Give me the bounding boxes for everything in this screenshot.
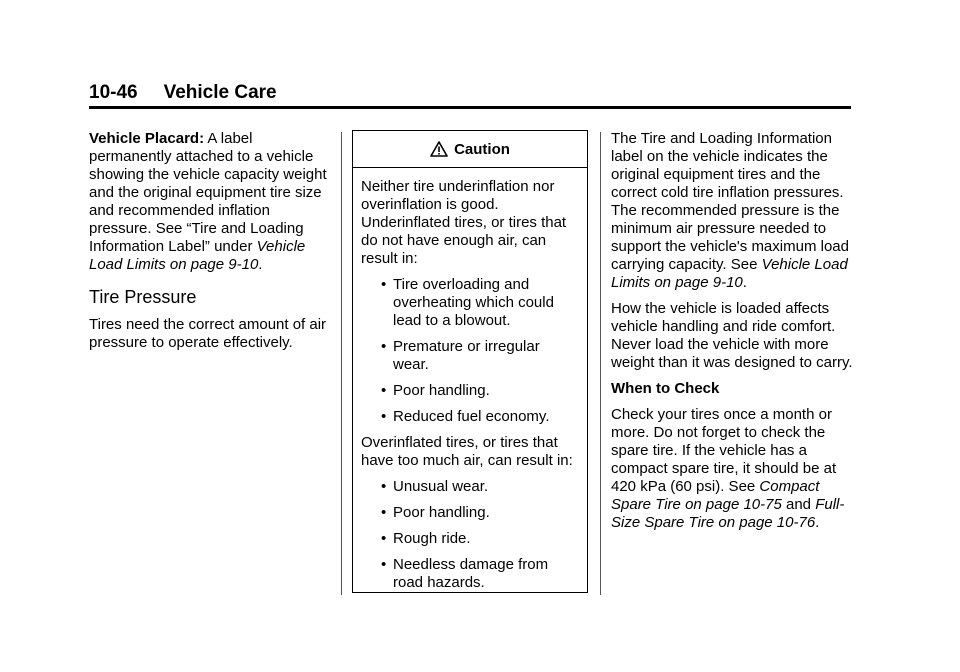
loading-label-paragraph — [611, 130, 857, 292]
when-to-check-heading: When to Check — [611, 380, 720, 397]
right-column — [611, 130, 857, 540]
paragraph-text: The Tire and Loading Information label on the vehicle indicates the original equipment tires and the correct cold tire inflation pressures. The recommended pressure is the minimum air pressure needed to support the vehicle's maximum load carrying capacity. See — [611, 130, 849, 273]
page-number: 10-46 — [89, 82, 138, 103]
caution-body — [353, 168, 587, 592]
column-divider-left — [341, 132, 342, 595]
list-item: • Premature or irregular wear. — [377, 338, 579, 374]
full-size-spare-link[interactable]: Full-Size Spare Tire on page 10-76 — [611, 496, 845, 531]
caution-paragraph-2: Overinflated tires, or tires that have too much air, can result in: — [361, 434, 573, 469]
section-title: Vehicle Care — [163, 82, 277, 103]
paragraph-text: and — [781, 496, 816, 513]
caution-box — [352, 130, 588, 593]
loading-paragraph: How the vehicle is loaded affects vehicle handling and ride comfort. Never load the vehicle with more weight than it was designed to carry. — [611, 300, 853, 371]
overinflation-list — [361, 478, 579, 592]
column-divider-right — [600, 132, 601, 595]
paragraph-end: . — [742, 274, 747, 291]
check-paragraph — [611, 406, 857, 532]
list-item: • Tire overloading and overheating which could lead to a blowout. — [377, 276, 579, 330]
tire-pressure-heading: Tire Pressure — [89, 287, 197, 307]
vehicle-load-limits-link[interactable]: Vehicle Load Limits on page 9-10 — [611, 256, 848, 291]
placard-text: A label permanently attached to a vehicle showing the vehicle capacity weight and the original equipment tire size and recommended inflation pressure. See “Tire and Loading Information Label” under — [89, 130, 327, 255]
list-item: • Needless damage from road hazards. — [377, 556, 579, 592]
placard-term: Vehicle Placard: — [89, 130, 205, 147]
underinflation-list — [361, 276, 579, 426]
compact-spare-link[interactable]: Compact Spare Tire on page 10-75 — [611, 478, 820, 513]
list-item: • Poor handling. — [377, 504, 579, 522]
list-item: • Unusual wear. — [377, 478, 579, 496]
header-rule — [89, 106, 851, 109]
tire-pressure-intro: Tires need the correct amount of air pressure to operate effectively. — [89, 316, 327, 351]
paragraph-end: . — [815, 514, 820, 531]
placard-link[interactable]: Vehicle Load Limits on page 9-10 — [89, 238, 306, 273]
caution-title: Caution — [454, 140, 510, 158]
placard-end: . — [258, 256, 263, 273]
caution-paragraph-1: Neither tire underinflation nor overinflation is good. Underinflated tires, or tires that do not have enough air, can result in: — [361, 178, 567, 267]
list-item: • Rough ride. — [377, 530, 579, 548]
warning-triangle-icon — [430, 141, 448, 157]
vehicle-placard-paragraph — [89, 130, 333, 274]
paragraph-text: Check your tires once a month or more. Do not forget to check the spare tire. If the vehicle has a compact spare tire, it should be at 420 kPa (60 psi). See — [611, 406, 837, 495]
left-column — [89, 130, 333, 360]
list-item: • Poor handling. — [377, 382, 579, 400]
list-item: • Reduced fuel economy. — [377, 408, 579, 426]
caution-header — [353, 131, 587, 168]
page-header — [89, 82, 277, 104]
